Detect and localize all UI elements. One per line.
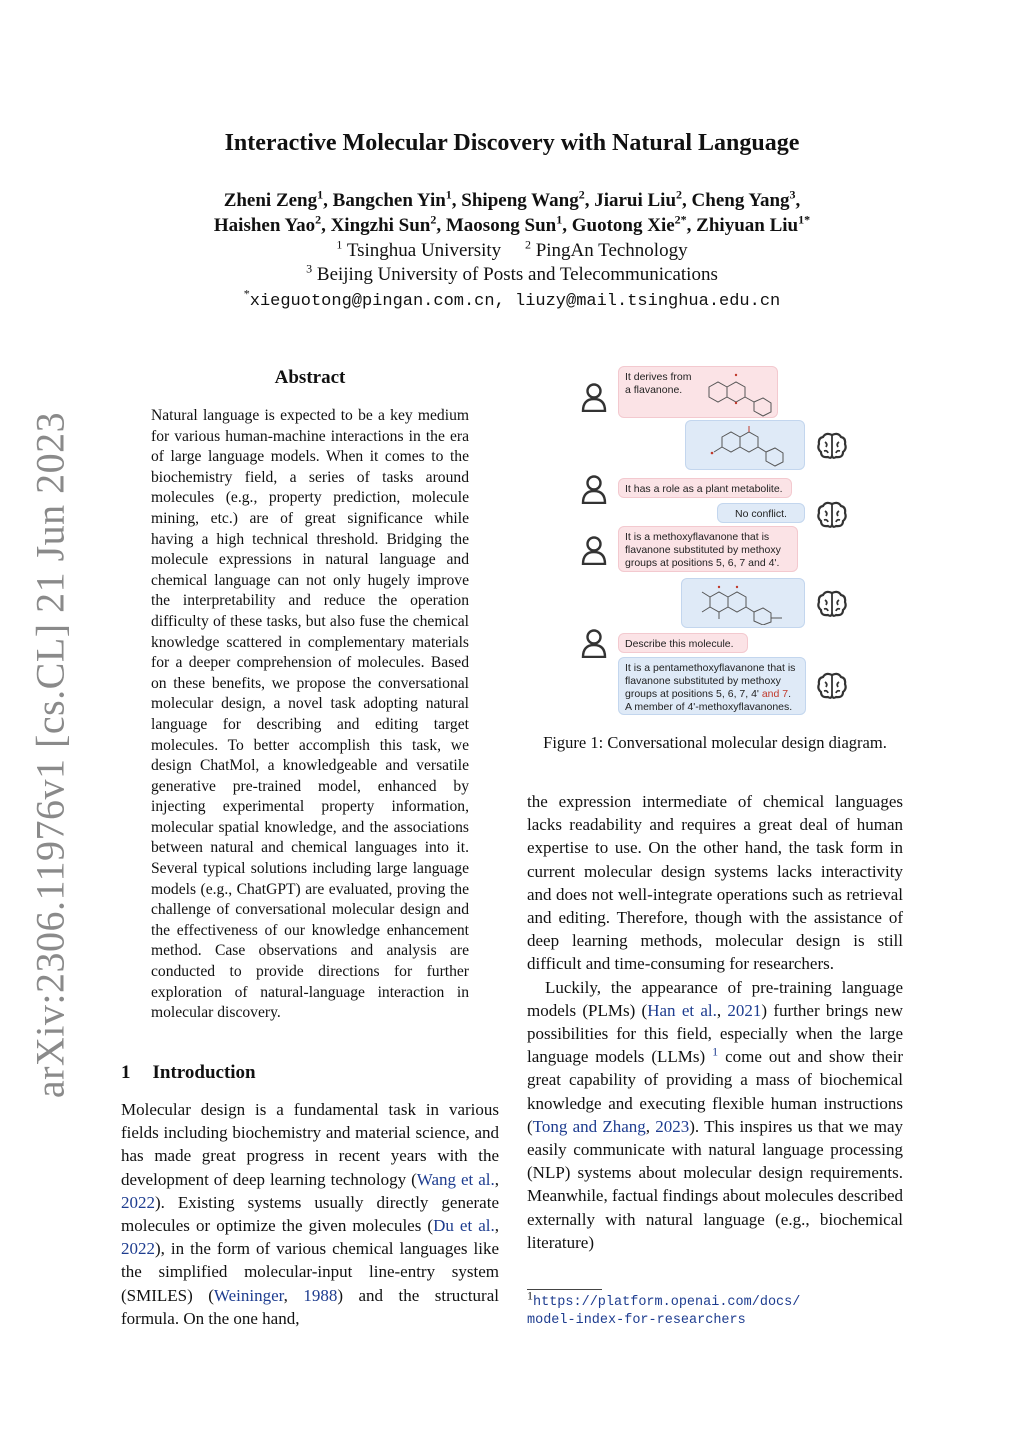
model-message-bubble <box>717 503 805 523</box>
author-affil-mark: 1* <box>798 212 811 227</box>
message-text: It derives from a flavanone. <box>625 371 692 396</box>
affiliation: Tsinghua University <box>346 240 502 261</box>
author-name: Haishen Yao <box>213 215 316 236</box>
author-name: Zhiyuan Liu <box>696 215 799 236</box>
section-number: 1 <box>121 1062 131 1083</box>
emails[interactable]: xieguotong@pingan.com.cn, liuzy@mail.tsinghua.edu.cn <box>249 292 781 311</box>
footnote-link[interactable]: 1 <box>712 1044 719 1059</box>
email-line <box>100 288 924 314</box>
affiliation-line-1 <box>100 239 924 263</box>
author-affil-mark: 2 <box>578 187 585 202</box>
affil-mark: 1 <box>336 237 343 252</box>
footnote-url[interactable]: https://platform.openai.com/docs/ <box>533 1295 801 1310</box>
affiliation: PingAn Technology <box>535 240 688 261</box>
brain-icon <box>817 590 847 618</box>
author-affil-mark: 2* <box>674 212 687 227</box>
citation-year-link[interactable]: 2021 <box>727 1000 762 1020</box>
corresponding-mark: * <box>243 286 250 301</box>
arxiv-sidebar <box>20 411 80 1099</box>
author-name: Bangchen Yin <box>332 190 446 211</box>
author-list <box>100 188 924 238</box>
section-title: Introduction <box>152 1062 256 1083</box>
text-run: Molecular design is a fundamental task in various fields including biochemistry and material science, and has made great progress in recent years with the development of deep learning technology ( <box>121 1100 499 1189</box>
author-name: Maosong Sun <box>445 215 557 236</box>
intro-paragraph-right <box>527 790 903 1254</box>
intro-paragraph-left: Molecular design is a fundamental task in various fields including biochemistry and material science, and has made great progress in recent years with the development of deep learning technology (Wang et al., 2022). Existing systems usually directly generate molecules or optimize the given molecules (Du et al., 2022), in the form of various chemical languages like the simplified molecular-input line-entry system (SMILES) (Weininger, 1988) and the structural formula. On the one hand, <box>121 1100 499 1328</box>
author-affil-mark: 1 <box>317 187 324 202</box>
message-text: . A member of 4'-methoxyflavanones. <box>625 688 793 713</box>
footnote-mark: 1 <box>527 1288 533 1303</box>
citation-link[interactable]: Weininger <box>213 1285 284 1305</box>
model-message-bubble <box>685 420 805 470</box>
text-run: ) and the structural formula. On the one hand, <box>121 1285 499 1328</box>
author-name: Cheng Yang <box>691 190 790 211</box>
author-affil-mark: 1 <box>445 187 452 202</box>
figure-caption: Figure 1: Conversational molecular design diagram. <box>543 733 887 752</box>
footnote <box>527 1288 907 1330</box>
affiliation-line-2 <box>100 263 924 287</box>
citation-year-link[interactable]: 2022 <box>121 1192 155 1212</box>
text-run: ). This inspires us that we may easily communicate with natural language processing (NLP) systems about molecular design requirements. Meanwhile, factual findings about molecules described externally with natural language (e.g., biochemical literature) <box>527 1116 903 1252</box>
paper-title: Interactive Molecular Discovery with Natural Language <box>224 130 800 156</box>
text-run: Luckily, the appearance of pre-training language models (PLMs) ( <box>527 977 903 1020</box>
figure-conversation-diagram <box>575 360 875 722</box>
footnote-url[interactable]: model-index-for-researchers <box>527 1313 746 1328</box>
text-run: ). Existing systems usually directly generate molecules or optimize the given molecules ( <box>121 1192 499 1236</box>
citation-link[interactable]: Tong and Zhang <box>532 1116 646 1136</box>
author-line-1: Zheni Zeng$^1$, Bangchen Yin$^1$, Shipeng Wang$^2$, Jiarui Liu$^2$, Cheng Yang$^3$, <box>223 187 801 211</box>
citation-link[interactable]: Wang et al. <box>416 1169 495 1189</box>
author-affil-mark: 3 <box>789 187 796 202</box>
citation-year-link[interactable]: 1988 <box>303 1285 338 1305</box>
message-text: No conflict. <box>735 508 787 520</box>
affil-mark: 2 <box>524 237 531 252</box>
user-message-bubble <box>618 633 748 653</box>
brain-icon <box>817 672 847 700</box>
message-text: Describe this molecule. <box>625 638 734 650</box>
user-icon <box>581 382 607 412</box>
arxiv-id: arXiv:2306.11976v1 [cs.CL] 21 Jun 2023 <box>27 411 73 1099</box>
user-message-bubble <box>618 478 792 498</box>
section-heading-introduction <box>121 1062 256 1084</box>
author-name: Xingzhi Sun <box>330 215 431 236</box>
citation-link[interactable]: Han et al. <box>647 1000 717 1020</box>
message-text: It has a role as a plant metabolite. <box>625 483 783 495</box>
text-run: ) further brings new possibilities for this field, especially when the large language models (LLMs) <box>527 1000 903 1067</box>
brain-icon <box>817 432 847 460</box>
author-affil-mark: 2 <box>676 187 683 202</box>
molecule-structure-image <box>701 373 775 417</box>
paragraph: the expression intermediate of chemical languages lacks readability and requires a great deal of human expertise to use. On the other hand, the task form in current molecular design systems lacks interactivity and does not well-integrate operations such as retrieval and editing. Therefore, though with the assistance of deep learning methods, molecular design is still difficult and time-consuming for researchers. <box>527 792 903 974</box>
text-run: come out and show their great capability of providing a mass of biochemical knowledge and executing flexible human instructions ( <box>527 1047 903 1136</box>
author-name: Guotong Xie <box>571 215 675 236</box>
author-affil-mark: 2 <box>315 212 322 227</box>
abstract-text: Natural language is expected to be a key medium for various human-machine interactions in the era of large language models. When it comes to the biochemistry field, a series of tasks around molecules (e.g., property prediction, molecule mining, etc.) are of great significance while having a high technical threshold. Bridging the molecule expressions in natural language and chemical language can not only hugely improve the interpretability and reduce the operation difficulty of these tasks, but also fuse the chemical knowledge scattered in complementary materials for a deeper comprehension of molecules. Based on these benefits, we propose the conversational molecular design, a novel task adopting natural language for describing and editing target molecules. To better accomplish this task, we design ChatMol, a knowledgeable and versatile generative pre-trained model, enhanced by injecting experimental property information, molecular spatial knowledge, and the associations between natural and chemical languages into it. Several typical solutions including large language models (e.g., ChatGPT) are evaluated, proving the challenge of conversational molecular design and the effectiveness of our knowledge enhancement method. Case observations and analysis are conducted to provide directions for further exploration of natural-language interaction in molecular discovery. <box>151 407 469 1022</box>
affil-mark: 3 <box>306 261 313 276</box>
user-message-bubble <box>618 366 778 418</box>
author-affil-mark: 1 <box>556 212 563 227</box>
author-name: Jiarui Liu <box>594 190 677 211</box>
user-icon <box>581 474 607 504</box>
molecule-structure-image <box>692 425 798 467</box>
text-run: ), in the form of various chemical languages like the simplified molecular-input line-entry system (SMILES) ( <box>121 1239 499 1305</box>
footnote-divider <box>527 1289 602 1290</box>
author-name: Zheni Zeng <box>223 190 318 211</box>
citation-year-link[interactable]: 2023 <box>655 1116 690 1136</box>
highlighted-text: and 7 <box>761 688 789 700</box>
brain-icon <box>817 501 847 529</box>
message-text: It is a methoxyflavanone that is flavanone substituted by methoxy groups at positions 5, 6, 7 and 4'. <box>625 531 781 569</box>
model-message-bubble <box>681 578 805 628</box>
user-icon <box>581 535 607 565</box>
abstract-heading: Abstract <box>274 367 346 388</box>
molecule-structure-image <box>688 583 800 625</box>
model-message-bubble <box>618 657 806 715</box>
citation-link[interactable]: Du et al. <box>433 1216 495 1236</box>
user-message-bubble <box>618 526 798 572</box>
paragraph: Luckily, the appearance of pre-training language models (PLMs) (Han et al., 2021) further brings new possibilities for this field, especially when the large language models (LLMs) $^1$ come out and show their great capability of providing a mass of biochemical knowledge and executing flexible human instructions (Tong and Zhang, 2023). This inspires us that we may easily communicate with natural language processing (NLP) systems about molecular design requirements. Meanwhile, factual findings about molecules described externally with natural language (e.g., biochemical literature) <box>527 977 903 1252</box>
author-name: Shipeng Wang <box>461 190 579 211</box>
user-icon <box>581 628 607 658</box>
author-line-2: Haishen Yao$^2$, Xingzhi Sun$^2$, Maosong Sun$^1$, Guotong Xie$^{2*}$, Zhiyuan Liu$^{1*}$ <box>213 212 811 236</box>
author-affil-mark: 2 <box>430 212 437 227</box>
affiliation: Beijing University of Posts and Telecommunications <box>316 264 718 285</box>
citation-year-link[interactable]: 2022 <box>121 1239 155 1259</box>
message-text: It is a pentamethoxyflavanone that is flavanone substituted by methoxy groups at positions 5, 6, 7, 4' <box>625 662 796 700</box>
